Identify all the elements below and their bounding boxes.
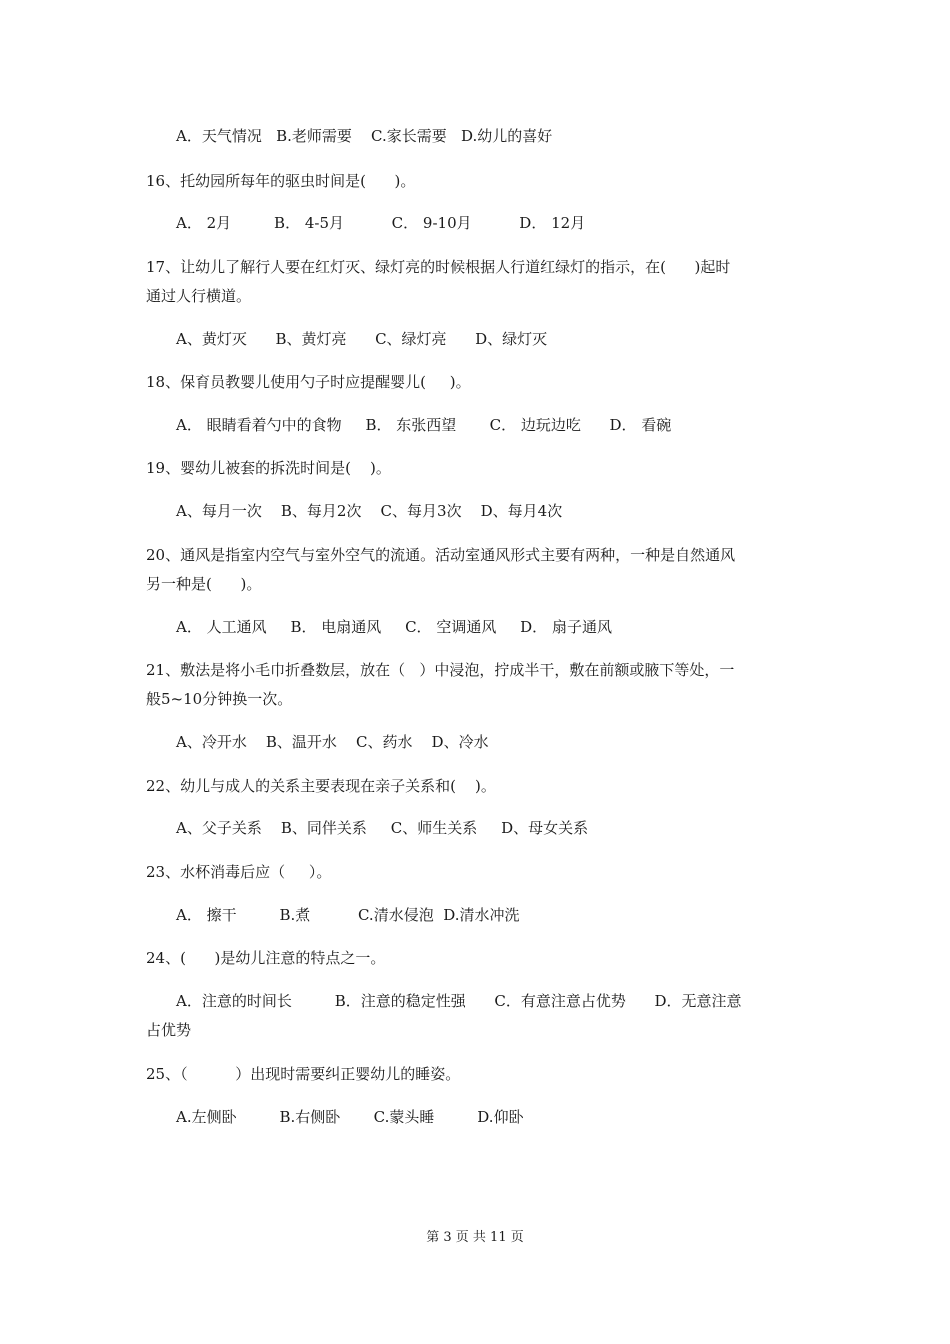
options-q19: A、每月一次 B、每月2次 C、每月3次 D、每月4次 (176, 502, 563, 520)
question-21: 21、敷法是将小毛巾折叠数层，放在（ ）中浸泡，拧成半干，敷在前额或腋下等处，一 (146, 661, 735, 679)
question-20: 20、通风是指室内空气与室外空气的流通。活动室通风形式主要有两种，一种是自然通风 (146, 546, 736, 564)
question-17: 17、让幼儿了解行人要在红灯灭、绿灯亮的时候根据人行道红绿灯的指示，在( )起时 (146, 258, 731, 276)
question-20-cont: 另一种是( )。 (146, 575, 262, 593)
question-25: 25、（ ）出现时需要纠正婴幼儿的睡姿。 (146, 1065, 461, 1083)
options-q25: A.左侧卧 B.右侧卧 C.蒙头睡 D.仰卧 (176, 1108, 524, 1126)
question-18: 18、保育员教婴儿使用勺子时应提醒婴儿( )。 (146, 373, 471, 391)
question-16: 16、托幼园所每年的驱虫时间是( )。 (146, 172, 416, 190)
page-footer: 第 3 页 共 11 页 (426, 1230, 524, 1245)
options-q15: A．天气情况 B.老师需要 C.家长需要 D.幼儿的喜好 (176, 127, 553, 145)
options-q21: A、冷开水 B、温开水 C、药水 D、冷水 (176, 733, 489, 751)
question-22: 22、幼儿与成人的关系主要表现在亲子关系和( )。 (146, 777, 496, 795)
options-q18: A． 眼睛看着勺中的食物 B． 东张西望 C． 边玩边吃 D． 看碗 (176, 416, 672, 434)
options-q24: A．注意的时间长 B．注意的稳定性强 C．有意注意占优势 D．无意注意 (176, 992, 742, 1010)
options-q20: A． 人工通风 B． 电扇通风 C． 空调通风 D． 扇子通风 (176, 618, 612, 636)
question-21-cont: 般5~10分钟换一次。 (146, 690, 293, 708)
question-17-cont: 通过人行横道。 (146, 287, 252, 305)
options-q24-cont: 占优势 (146, 1021, 192, 1039)
options-q17: A、黄灯灭 B、黄灯亮 C、绿灯亮 D、绿灯灭 (176, 330, 548, 348)
options-q23: A． 擦干 B.煮 C.清水侵泡 D.清水冲洗 (176, 906, 520, 924)
question-23: 23、水杯消毒后应（ ）。 (146, 863, 332, 881)
question-24: 24、( )是幼儿注意的特点之一。 (146, 949, 386, 967)
options-q16: A． 2月 B． 4-5月 C． 9-10月 D． 12月 (176, 214, 586, 232)
question-19: 19、婴幼儿被套的拆洗时间是( )。 (146, 459, 391, 477)
options-q22: A、父子关系 B、同伴关系 C、师生关系 D、母女关系 (176, 819, 589, 837)
